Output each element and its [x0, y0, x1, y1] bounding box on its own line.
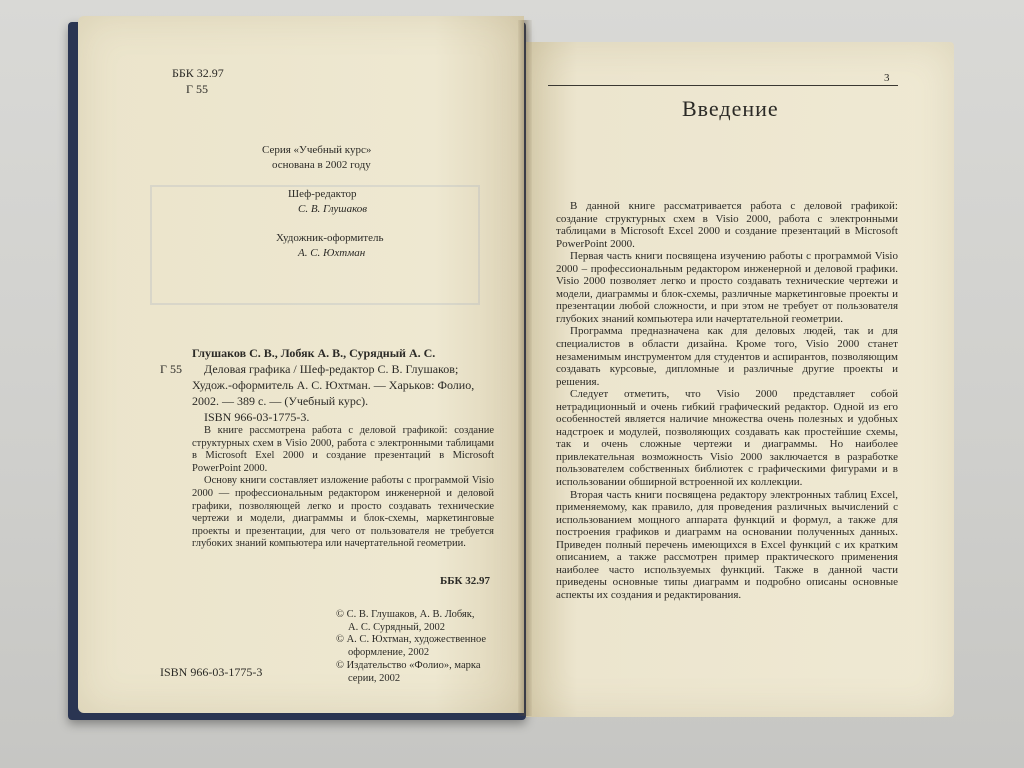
body-paragraph: Вторая часть книги посвящена редактору электронных таблиц Excel, применяемому, как правило, для проведения различных вычислений с использованием мощного аппарата функций и формул, а также для построения графиков и диаграмм на основании полученных данных. Приведен полный перечень имеющихся в Excel функций с их кратким описанием, а также рассмотрен пример практического применения наиболее часто используемых функций. Также в данной части приведены основные типы диаграмм и подробно описаны основные аспекты их создания и редактирования.: [556, 488, 898, 601]
authors-line: Глушаков С. В., Лобяк А. В., Сурядный А. С.: [192, 346, 436, 360]
body-paragraph: Программа предназначена как для деловых людей, так и для специалистов в области дизайна. Кроме того, Visio 2000 станет незаменимым инструментом для студентов и аспирантов, позволяющим создавать курсовые, дипломные и различные другие проекты и решения.: [556, 325, 898, 388]
page-number: 3: [884, 72, 890, 84]
body-paragraph: Первая часть книги посвящена изучению работы с программой Visio 2000 – профессиональным редактором инженерной и деловой графики. Visio 2000 позволяет легко и просто создавать технические чертежи и модели, диаграммы и блок-схемы, различные маркетинговые проекты и презентации любой сложности, и при этом не требует от пользователя глубоких знаний компьютера или начертательной геометрии.: [556, 250, 898, 325]
isbn-bottom: ISBN 966-03-1775-3: [160, 665, 263, 679]
bib-line: Деловая графика / Шеф-редактор С. В. Глушаков;: [204, 362, 459, 376]
artist-role: Художник-оформитель: [276, 232, 384, 244]
artist-name: А. С. Юхтман: [298, 247, 366, 259]
chapter-heading: Введение: [682, 96, 779, 121]
copyright-line: © Издательство «Фолио», марка: [336, 659, 481, 671]
bib-line: Худож.-оформитель А. С. Юхтман. — Харьков: Фолио,: [192, 378, 475, 392]
annotation-paragraph: Основу книги составляет изложение работы с программой Visio 2000 — профессиональным редактором инженерной и деловой графики, позволяющей легко и просто создавать технические чертежи и модели, диаграммы и блок-схемы, маркетинговые проекты и презентации, для чего от пользователя не требуется глубоких знаний компьютера или начертательной геометрии.: [192, 475, 494, 550]
author-code-side: Г 55: [160, 362, 182, 376]
copyright-line: серии, 2002: [348, 672, 401, 684]
annotation-paragraph: В книге рассмотрена работа с деловой графикой: создание структурных схем в Visio 2000, работа с электронными таблицами в Microsoft Exel 2000 и создание презентаций в Microsoft PowerPoint 2000.: [192, 425, 494, 474]
editor-role: Шеф-редактор: [288, 188, 357, 200]
annotation: [192, 425, 494, 551]
body-paragraph: В данной книге рассматривается работа с деловой графикой: создание структурных схем в Visio 2000, работа с электронными таблицами в Microsoft Excel 2000 и создание презентаций в Microsoft PowerPoint 2000.: [556, 200, 898, 250]
bbk-code-bottom: ББК 32.97: [440, 575, 491, 587]
author-code-top: Г 55: [186, 82, 208, 96]
copyright-line: © С. В. Глушаков, А. В. Лобяк,: [336, 609, 475, 620]
bib-line: 2002. — 389 с. — (Учебный курс).: [192, 394, 369, 408]
copyright-line: А. С. Сурядный, 2002: [348, 621, 446, 633]
header-rule: [548, 85, 898, 86]
body-text: [556, 200, 898, 602]
copyright-block: [336, 609, 486, 685]
series-founded: основана в 2002 году: [272, 159, 371, 171]
bbk-code-top: ББК 32.97: [172, 66, 224, 80]
body-paragraph: Следует отметить, что Visio 2000 представляет собой нетрадиционный и очень гибкий графический редактор. Одной из его особенностей является наличие множества очень полезных и удобных надстроек и модулей, позволяющих создавать как простейшие схемы, так и очень сложные чертежи и диаграммы. Но наиболее привлекательная возможность Visio 2000 заключается в разработке пользователем собственных библиотек с графическими фигурами и в использовании обширной встроенной их коллекции.: [556, 388, 898, 489]
copyright-line: оформление, 2002: [348, 647, 430, 659]
isbn-line: ISBN 966-03-1775-3.: [204, 410, 310, 424]
series-name: Серия «Учебный курс»: [262, 144, 372, 156]
copyright-line: © А. С. Юхтман, художественное: [336, 634, 487, 646]
book-spine-gutter: [518, 20, 532, 716]
editor-name: С. В. Глушаков: [298, 203, 368, 215]
